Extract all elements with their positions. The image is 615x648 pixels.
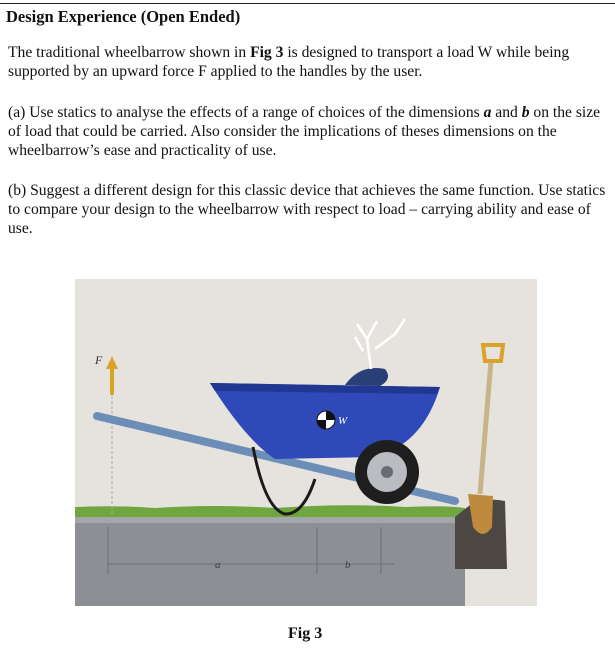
heading: Design Experience (Open Ended) xyxy=(6,7,241,26)
part-a-text-2: on the size of load that could be carried. Also consider the implications of theses dimensions on the wheelbarrow’s ease and practicality of use. xyxy=(8,104,601,159)
intro-text-end: is designed to transport a load W while being supported by an upward force F applied to the handles by the user. xyxy=(8,44,570,80)
force-label: F xyxy=(95,353,103,367)
top-rule xyxy=(0,3,615,4)
variable-a: a xyxy=(483,104,492,121)
part-a-and: and xyxy=(491,104,522,121)
dimension-a-label: a xyxy=(215,559,221,571)
dimension-b-label: b xyxy=(345,559,351,571)
weight-label: W xyxy=(338,415,348,427)
intro-text-start: The traditional wheelbarrow shown in xyxy=(8,44,251,61)
part-a-text-1: (a) Use statics to analyse the effects of a range of choices of the dimensions xyxy=(8,104,484,121)
force-arrow xyxy=(110,367,114,395)
variable-b: b xyxy=(521,104,530,121)
paragraph-part-a xyxy=(8,103,608,160)
wheelbarrow-figure xyxy=(75,279,537,606)
paragraph-intro xyxy=(8,43,608,81)
paragraph-part-b: (b) Suggest a different design for this classic device that achieves the same function. Use statics to compare your design to the wheelbarrow with respect to load – carrying ability and ease of use. xyxy=(8,182,606,237)
figure-caption: Fig 3 xyxy=(288,625,323,642)
ground-soil xyxy=(75,517,465,606)
fig-reference: Fig 3 xyxy=(250,44,284,61)
